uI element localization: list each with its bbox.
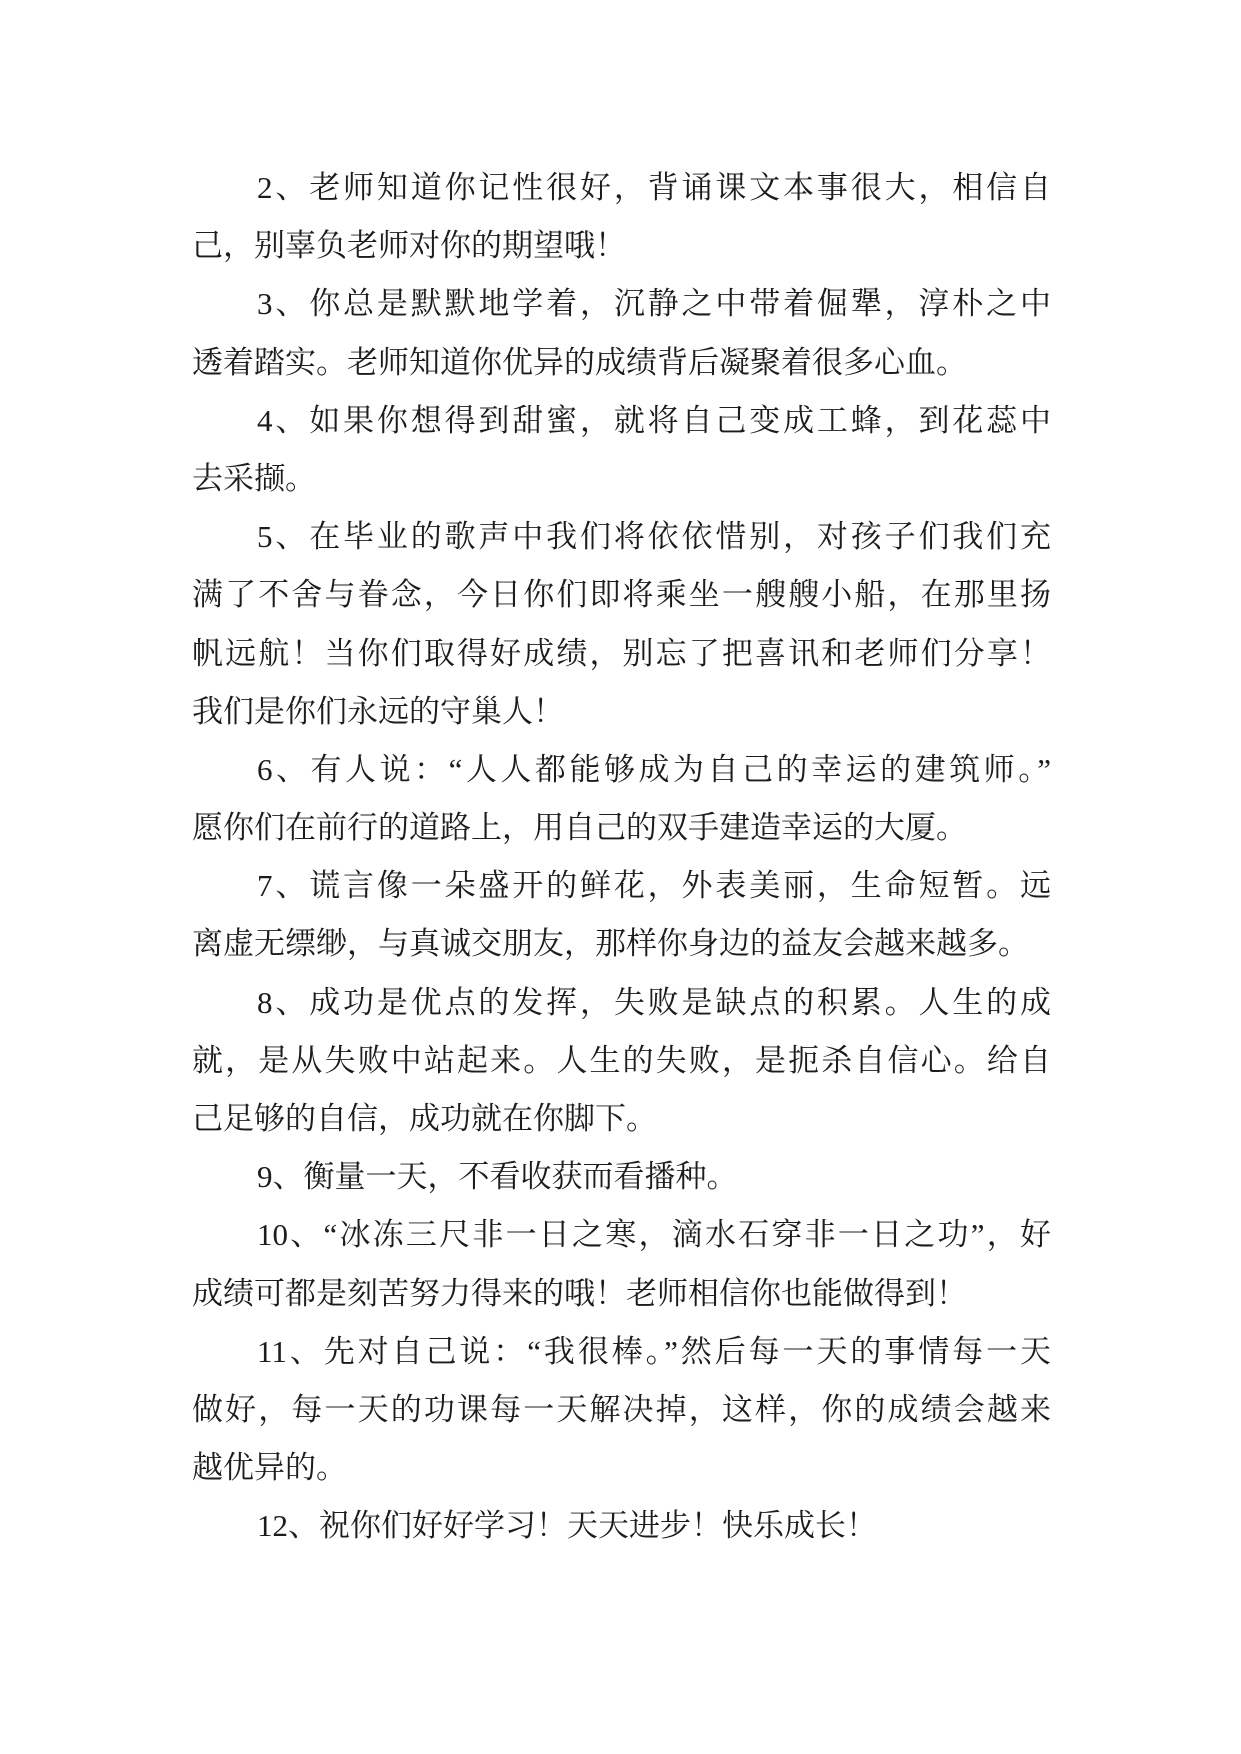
text-line: 越优异的。	[192, 1450, 347, 1486]
text-line: 2、老师知道你记性很好，背诵课文本事很大，相信自	[257, 170, 1051, 205]
paragraph-4	[192, 392, 1051, 508]
paragraph-2	[192, 159, 1051, 275]
document-body	[192, 159, 1051, 1556]
text-line: 就，是从失败中站起来。人生的失败，是扼杀自信心。给自	[192, 1042, 1051, 1078]
paragraph-8	[192, 974, 1051, 1149]
text-line: 3、你总是默默地学着，沉静之中带着倔犟，淳朴之中	[257, 286, 1051, 322]
text-line: 4、如果你想得到甜蜜，就将自己变成工蜂，到花蕊中	[257, 402, 1051, 438]
text-line: 9、衡量一天，不看收获而看播种。	[257, 1159, 738, 1195]
text-line: 去采撷。	[192, 460, 316, 496]
text-line: 6、有人说：“人人都能够成为自己的幸运的建筑师。”	[257, 751, 1051, 787]
text-line: 做好，每一天的功课每一天解决掉，这样，你的成绩会越来	[192, 1391, 1051, 1427]
text-line: 己足够的自信，成功就在你脚下。	[192, 1101, 657, 1136]
text-line: 11、先对自己说：“我很棒。”然后每一天的事情每一天	[257, 1333, 1051, 1369]
text-line: 愿你们在前行的道路上，用自己的双手建造幸运的大厦。	[192, 810, 967, 846]
text-line: 7、谎言像一朵盛开的鲜花，外表美丽，生命短暂。远	[257, 868, 1051, 904]
text-line: 己，别辜负老师对你的期望哦！	[192, 228, 626, 264]
text-line: 满了不舍与眷念，今日你们即将乘坐一艘艘小船，在那里扬	[192, 577, 1051, 613]
paragraph-5	[192, 508, 1051, 741]
text-line: 我们是你们永远的守巢人！	[192, 693, 564, 729]
text-line: 5、在毕业的歌声中我们将依依惜别，对孩子们我们充	[257, 519, 1051, 555]
paragraph-6	[192, 741, 1051, 857]
paragraph-9	[192, 1148, 1051, 1206]
text-line: 8、成功是优点的发挥，失败是缺点的积累。人生的成	[257, 984, 1051, 1020]
text-line: 透着踏实。老师知道你优异的成绩背后凝聚着很多心血。	[192, 344, 967, 380]
paragraph-7	[192, 857, 1051, 973]
paragraph-11	[192, 1323, 1051, 1498]
paragraph-12	[192, 1497, 1051, 1555]
text-line: 离虚无缥缈，与真诚交朋友，那样你身边的益友会越来越多。	[192, 926, 1029, 962]
text-line: 帆远航！当你们取得好成绩，别忘了把喜讯和老师们分享！	[192, 635, 1051, 671]
text-line: 12、祝你们好好学习！天天进步！快乐成长！	[257, 1508, 877, 1544]
text-line: 10、“冰冻三尺非一日之寒，滴水石穿非一日之功”，好	[257, 1217, 1051, 1253]
paragraph-3	[192, 275, 1051, 391]
text-line: 成绩可都是刻苦努力得来的哦！老师相信你也能做得到！	[192, 1275, 967, 1311]
paragraph-10	[192, 1206, 1051, 1322]
